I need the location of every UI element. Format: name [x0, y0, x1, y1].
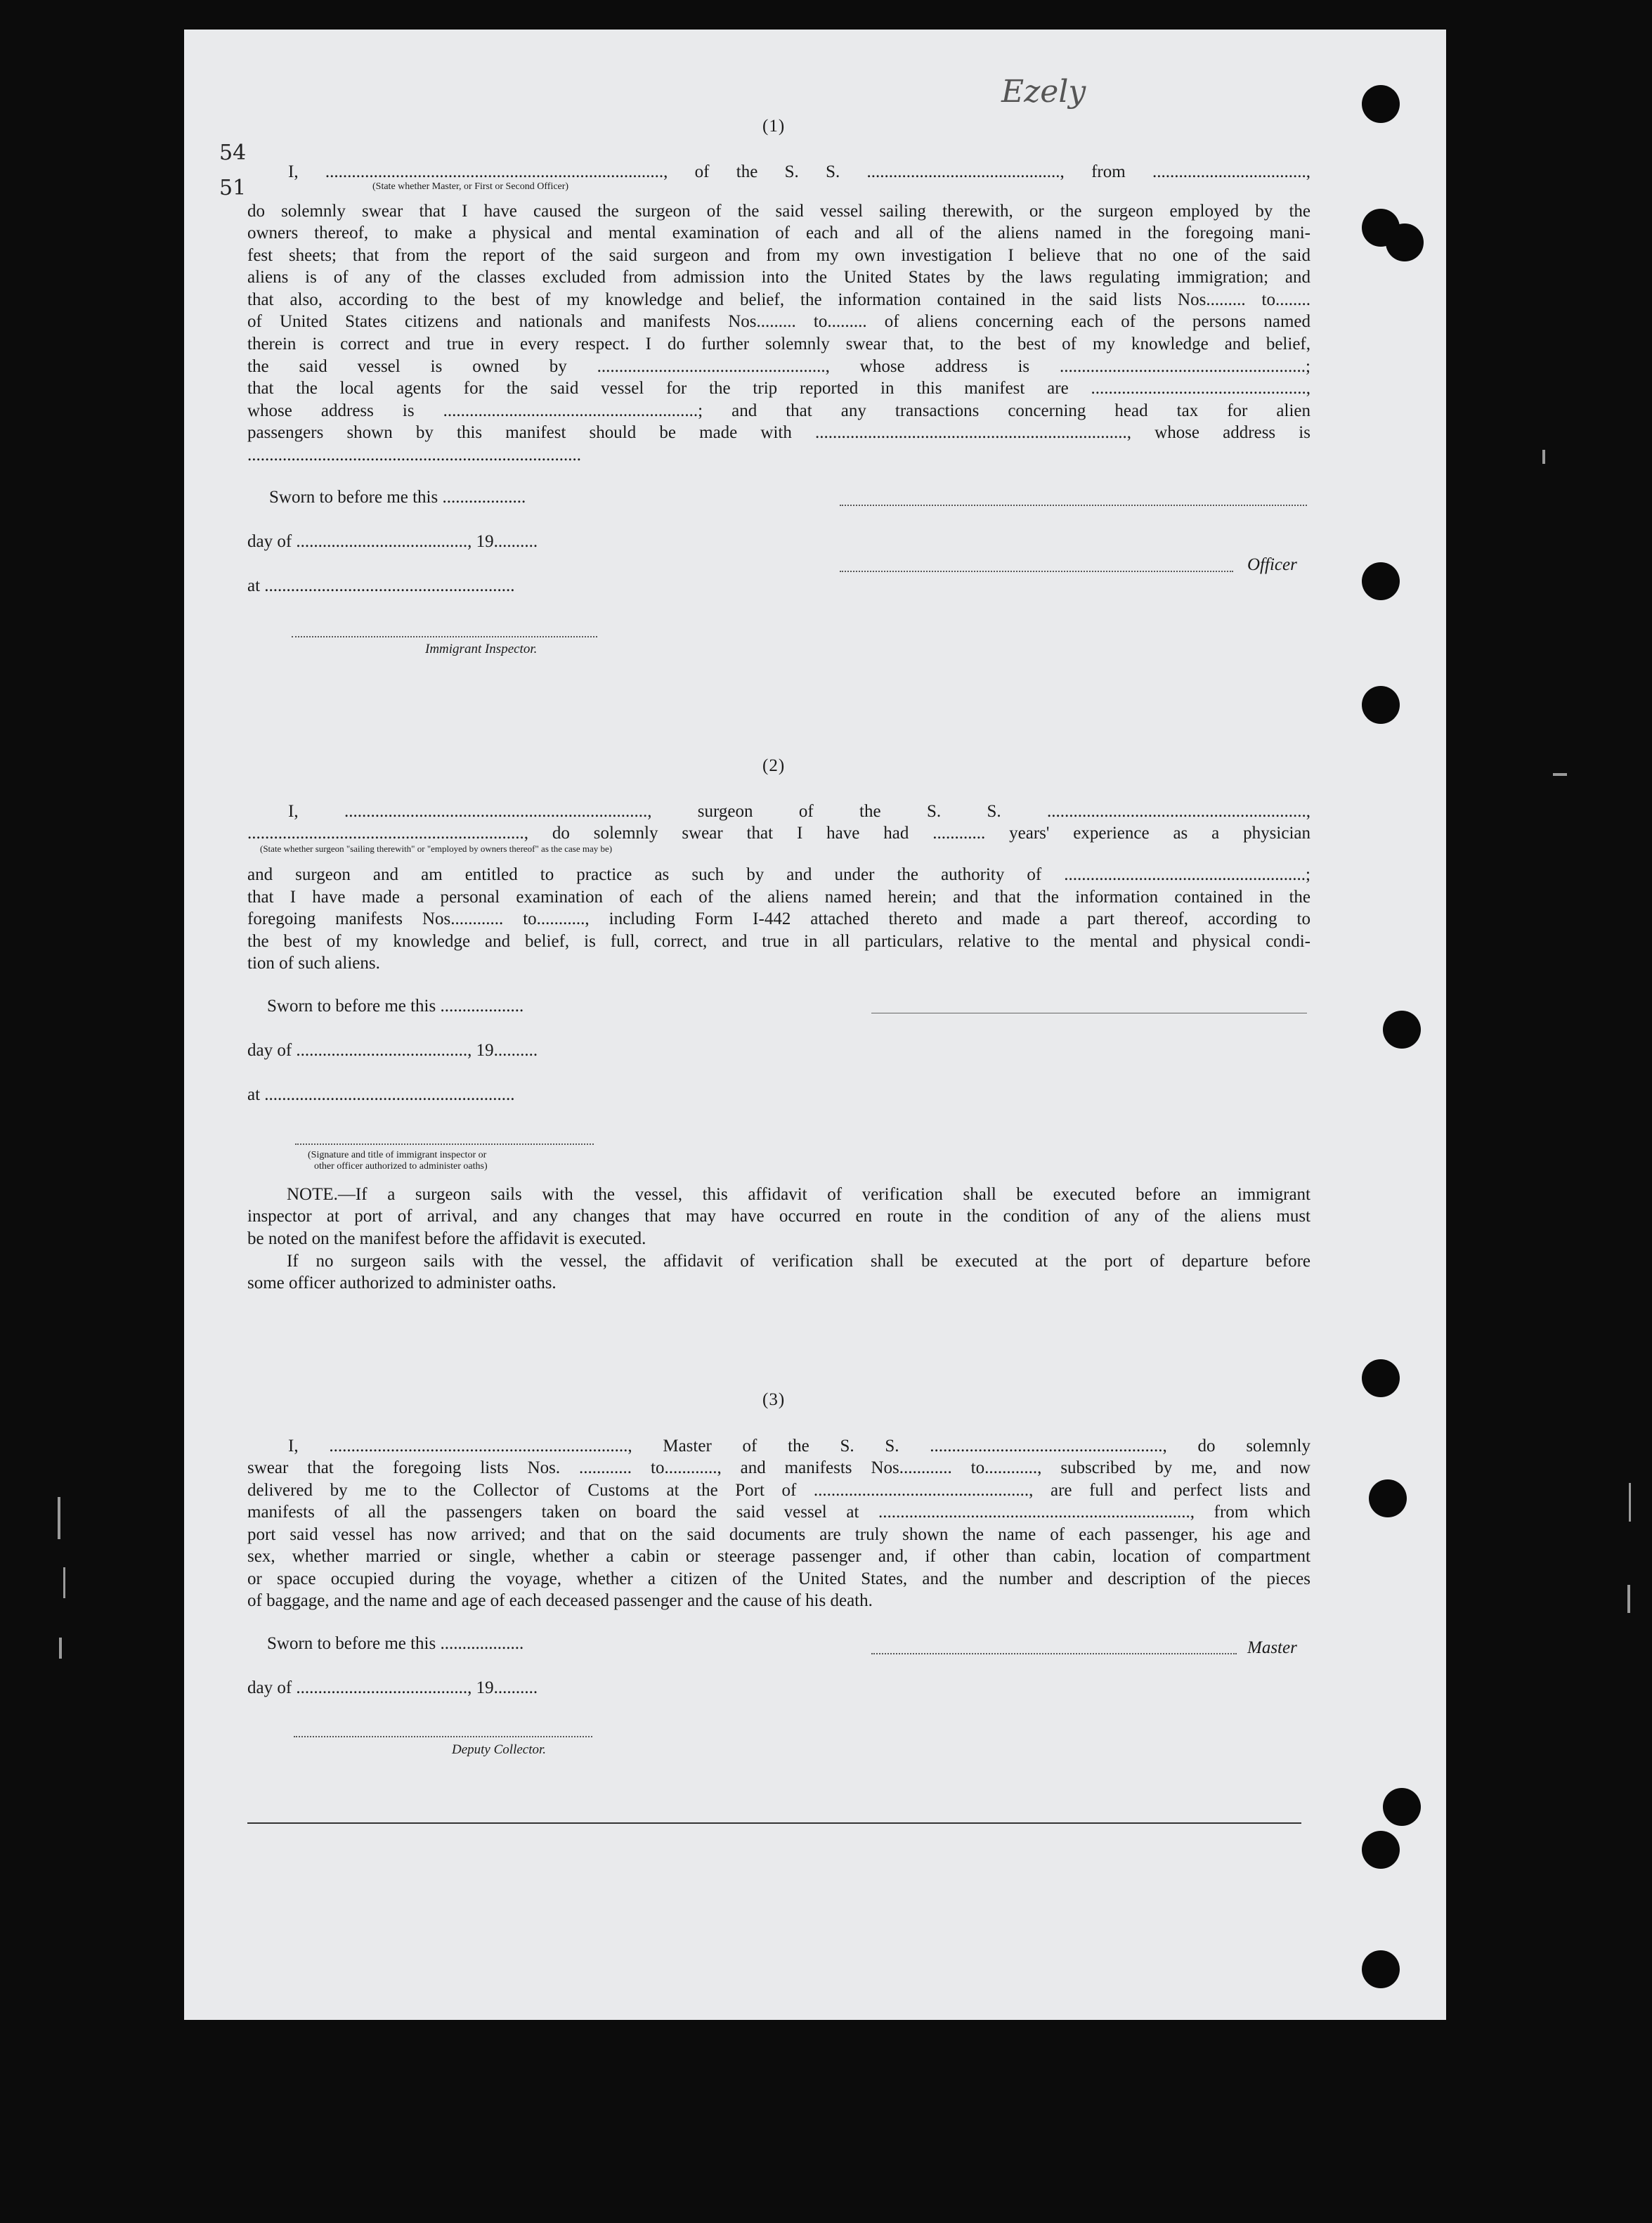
binder-hole: [1362, 1359, 1400, 1397]
section-2-line: and surgeon and am entitled to practice as such by and under the authority of .......................................................;: [247, 865, 1310, 884]
section-1-heading: (1): [762, 117, 786, 136]
section-3-line: or space occupied during the voyage, whether a citizen of the United States, and the number and description of the pieces: [247, 1569, 1310, 1588]
inspector-label: Immigrant Inspector.: [425, 642, 538, 656]
section-2-line: I, ....................................................................., surgeon of the S. S. ...........................................................,: [288, 802, 1310, 821]
officer-line: [840, 571, 1233, 572]
day-line-3: day of ......................................., 19..........: [247, 1678, 538, 1697]
section-1-line: whose address is ..........................................................; and that any transactions concerning head tax for alien: [247, 401, 1310, 420]
binder-hole: [1369, 1479, 1407, 1517]
collector-line: [294, 1736, 592, 1737]
section-3-line: swear that the foregoing lists Nos. ............ to............, and manifests Nos............ to............, subscribed by me, and now: [247, 1458, 1310, 1477]
collector-label: Deputy Collector.: [452, 1742, 547, 1757]
section-1-line: of United States citizens and nationals and manifests Nos......... to......... of aliens concerning each of the persons named: [247, 312, 1310, 331]
signature-note-1: (Signature and title of immigrant inspector or: [308, 1150, 487, 1160]
section-1-line: aliens is of any of the classes excluded from admission into the United States by the laws regulating immigration; and: [247, 268, 1310, 287]
section-2-line: tion of such aliens.: [247, 954, 380, 973]
section-3-line: port said vessel has now arrived; and that on the said documents are truly shown the name of each passenger, his age and: [247, 1525, 1310, 1544]
section-2-line: ..............................................................., do solemnly swear that I have had ............ years' experience as a physician: [247, 824, 1310, 843]
signature-note-2: other officer authorized to administer oaths): [314, 1161, 488, 1172]
margin-note-bottom: 51: [219, 176, 247, 200]
section-2-line: foregoing manifests Nos............ to..........., including Form I-442 attached thereto and made a part thereof, according to: [247, 909, 1310, 928]
binder-hole: [1386, 223, 1424, 261]
section-1-line: fest sheets; that from the report of the said surgeon and from my own investigation I believe that no one of the said: [247, 246, 1310, 265]
section-1-line: I, ............................................................................., of the S. S. ............................................, from ...................................,: [288, 162, 1310, 181]
inspector-line: [292, 636, 597, 637]
margin-note-top: 54: [219, 141, 247, 165]
section-1-line: the said vessel is owned by ...................................................., whose address is ........................................................;: [247, 357, 1310, 376]
section-1-line: ............................................................................: [247, 446, 581, 465]
section-3-line: delivered by me to the Collector of Customs at the Port of ................................................., are full and perfect lists and: [247, 1481, 1310, 1500]
sworn-line-3: Sworn to before me this ...................: [267, 1634, 524, 1653]
section-1-line: owners thereof, to make a physical and mental examination of each and all of the aliens named in the foregoing mani-: [247, 223, 1310, 242]
sworn-line-1: Sworn to before me this ...................: [269, 488, 526, 507]
sworn-line-2: Sworn to before me this ...................: [267, 997, 524, 1016]
binder-hole: [1362, 1950, 1400, 1988]
signature-line: [840, 505, 1307, 506]
note-line: be noted on the manifest before the affidavit is executed.: [247, 1229, 646, 1248]
day-line-1: day of ......................................., 19..........: [247, 532, 538, 551]
at-line-1: at .........................................................: [247, 576, 515, 595]
note-line: some officer authorized to administer oaths.: [247, 1273, 557, 1292]
section-3-line: of baggage, and the name and age of each deceased passenger and the cause of his death.: [247, 1591, 873, 1610]
inspector-signature-line: [295, 1143, 594, 1145]
section-1-line: that the local agents for the said vessel for the trip reported in this manifest are .................................................,: [247, 379, 1310, 398]
section-2-line: the best of my knowledge and belief, is full, correct, and true in all particulars, relative to the mental and physical condi-: [247, 932, 1310, 951]
section-3-line: I, ...................................................................., Master of the S. S. ....................................................., do solemnly: [288, 1437, 1310, 1456]
section-1-line: therein is correct and true in every respect. I do further solemnly swear that, to the best of my knowledge and belief,: [247, 335, 1310, 354]
note-line: inspector at port of arrival, and any changes that may have occurred en route in the condition of any of the aliens must: [247, 1207, 1310, 1226]
bottom-rule: [247, 1822, 1301, 1824]
officer-label: Officer: [1247, 555, 1297, 574]
binder-hole: [1362, 686, 1400, 724]
surgeon-note: (State whether surgeon "sailing therewith" or "employed by owners thereof" as the case may be): [260, 843, 613, 854]
at-line-2: at .........................................................: [247, 1085, 515, 1104]
day-line-2: day of ......................................., 19..........: [247, 1041, 538, 1060]
note-line: If no surgeon sails with the vessel, the affidavit of verification shall be executed at the port of departure before: [287, 1252, 1310, 1271]
officer-note: (State whether Master, or First or Second Officer): [372, 181, 569, 192]
binder-hole: [1383, 1011, 1421, 1049]
binder-hole: [1362, 85, 1400, 123]
section-2-heading: (2): [762, 756, 786, 775]
master-label: Master: [1247, 1638, 1297, 1657]
section-3-line: manifests of all the passengers taken on board the said vessel at ......................................................................., from which: [247, 1503, 1310, 1522]
binder-hole: [1362, 1831, 1400, 1869]
section-3-line: sex, whether married or single, whether a cabin or steerage passenger and, if other than cabin, location of compartment: [247, 1547, 1310, 1566]
handwritten-signature: Ezely: [1001, 74, 1086, 110]
section-1-line: passengers shown by this manifest should be made with ......................................................................., whose address is: [247, 423, 1310, 442]
note-line: NOTE.—If a surgeon sails with the vessel, this affidavit of verification shall be executed before an immigrant: [287, 1185, 1310, 1204]
section-1-line: do solemnly swear that I have caused the surgeon of the said vessel sailing therewith, or the surgeon employed by the: [247, 202, 1310, 221]
section-2-line: that I have made a personal examination of each of the aliens named herein; and that the information contained in the: [247, 888, 1310, 907]
section-1-line: that also, according to the best of my knowledge and belief, the information contained in the said lists Nos......... to........: [247, 290, 1310, 309]
section-3-heading: (3): [762, 1390, 786, 1409]
master-line: [871, 1653, 1237, 1654]
binder-hole: [1362, 562, 1400, 600]
binder-hole: [1383, 1788, 1421, 1826]
